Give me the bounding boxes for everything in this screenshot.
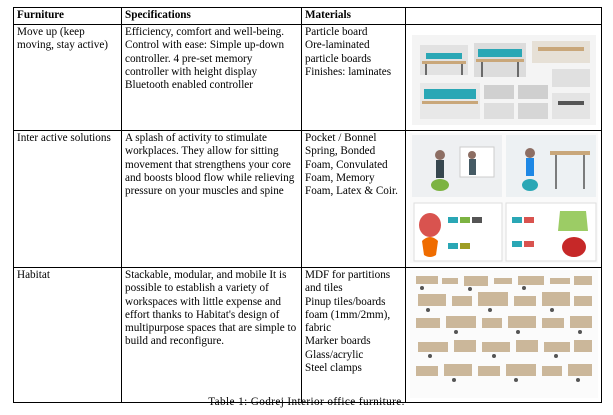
header-image [406,8,602,25]
table-row [14,25,602,131]
material-item: MDF for partitions and tiles [305,269,391,295]
header-materials: Materials [302,8,406,25]
desk-workstation-image [412,35,596,125]
header-furniture: Furniture [14,8,122,25]
table-header-row [14,8,602,25]
cell-specifications: Efficiency, comfort and well-being. Control with ease: Simple up-down controller. 4 pre-set memory controller with height display Bluetooth enabled controller [122,25,302,131]
furniture-table [13,7,602,403]
table-row [14,131,602,268]
habitat-layout-image [410,270,598,398]
cell-image [406,268,602,403]
header-specifications: Specifications [122,8,302,25]
cell-materials [302,268,406,403]
cell-materials [302,131,406,268]
material-item: Ore-laminated particle boards [305,39,372,65]
material-item: Pinup tiles/boards foam (1mm/2mm), fabric [305,295,391,335]
cell-specifications: Stackable, modular, and mobile It is possible to establish a variety of workspaces with little expense and effort thanks to Habitat's design of multipurpose spaces that are simple to build and reconfigure. [122,268,302,403]
material-item: Steel clamps [305,362,362,375]
active-seating-image [410,133,598,263]
material-item: Marker boards [305,335,371,348]
cell-materials [302,25,406,131]
cell-furniture: Inter active solutions [14,131,122,268]
cell-image [406,25,602,131]
table-row [14,268,602,403]
cell-specifications: A splash of activity to stimulate workplaces. They allow for sitting movement that strengthens your core and boosts blood flow while relieving pressure on your muscles and spine [122,131,302,268]
material-item: Pocket / Bonnel Spring, Bonded Foam, Convulated Foam, Memory Foam, Latex & Coir. [305,132,398,198]
table-caption: Table 1: Godrej Interior office furniture. [208,396,405,408]
cell-furniture: Habitat [14,268,122,403]
material-item: Glass/acrylic [305,348,364,361]
cell-furniture: Move up (keep moving, stay active) [14,25,122,131]
material-item: Finishes: laminates [305,65,392,78]
cell-image [406,131,602,268]
material-item: Particle board [305,26,368,38]
